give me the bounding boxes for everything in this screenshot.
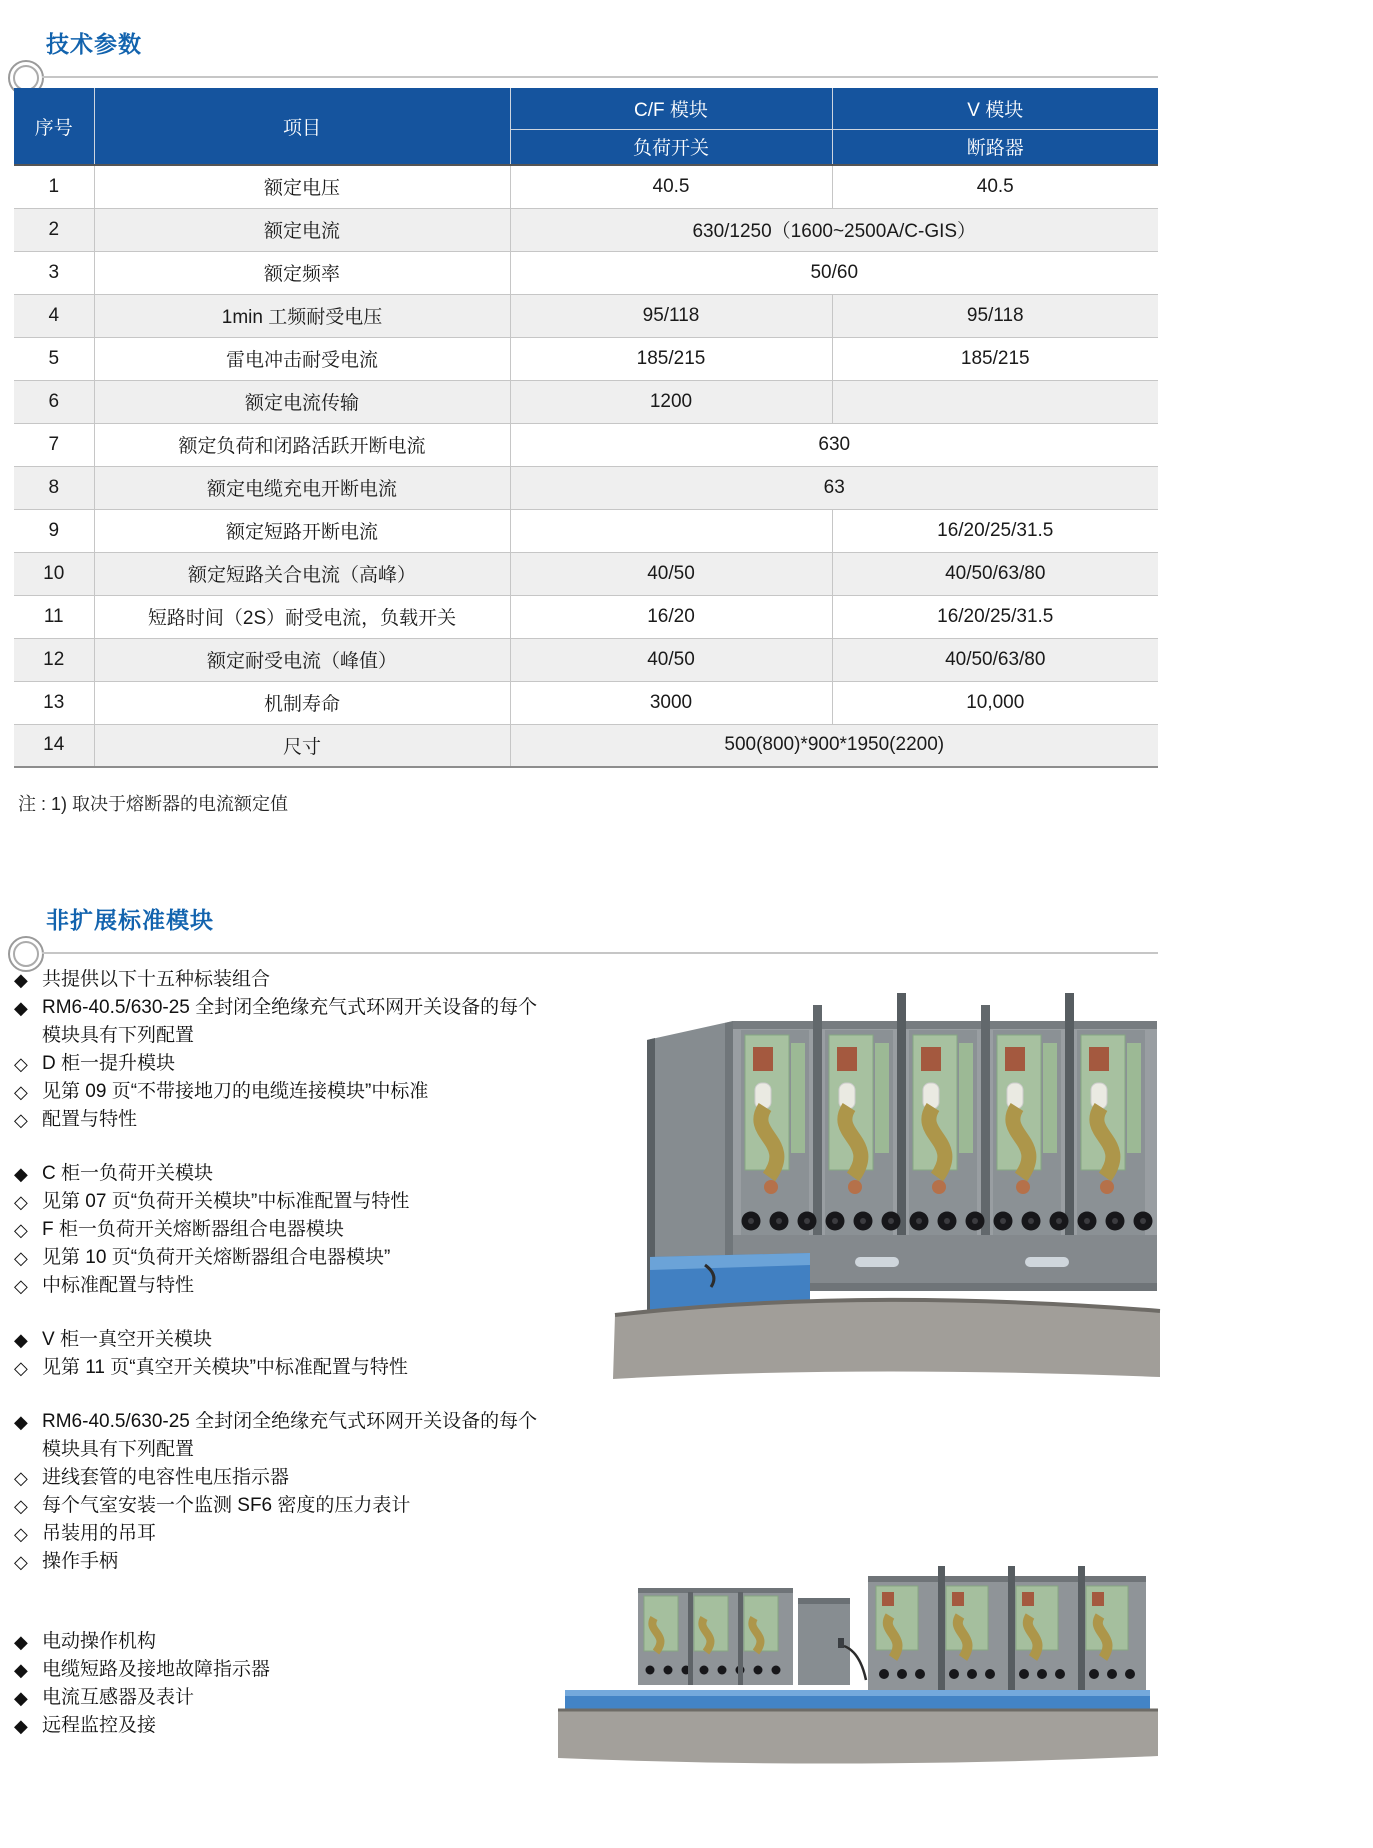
- section-title: 非扩展标准模块: [46, 907, 214, 933]
- filled-diamond-icon: ◆: [14, 1716, 28, 1736]
- header-rule: [42, 76, 1158, 78]
- bullet-item: [14, 1160, 556, 1188]
- bullet-item: [14, 1684, 556, 1712]
- bullet-text: D 柜一提升模块: [42, 1053, 176, 1074]
- bullet-text: 见第 07 页“负荷开关模块”中标准配置与特性: [42, 1191, 410, 1212]
- col-header-item: 项目: [94, 88, 510, 165]
- switchgear-assembly-illustration: [550, 1558, 1165, 1773]
- cell-row-number: 6: [14, 380, 94, 423]
- bullet-item: [14, 1326, 556, 1354]
- col-header-v-module: V 模块: [832, 88, 1158, 129]
- cell-v-value: 95/118: [832, 294, 1158, 337]
- bullet-text: 见第 11 页“真空开关模块”中标准配置与特性: [42, 1357, 408, 1378]
- bullet-item: [14, 1712, 556, 1740]
- hollow-diamond-icon: ◇: [14, 1220, 28, 1240]
- hollow-diamond-icon: ◇: [14, 1248, 28, 1268]
- bullet-item: [14, 1628, 556, 1656]
- filled-diamond-icon: ◆: [14, 1412, 28, 1432]
- cell-cf-value: 16/20: [510, 595, 832, 638]
- cell-row-number: 3: [14, 251, 94, 294]
- cell-item-name: 额定频率: [94, 251, 510, 294]
- filled-diamond-icon: ◆: [14, 1330, 28, 1350]
- col-subheader-breaker: 断路器: [832, 129, 1158, 165]
- bullet-text: RM6-40.5/630-25 全封闭全绝缘充气式环网开关设备的每个模块具有下列配置: [42, 997, 538, 1046]
- cell-v-value: 16/20/25/31.5: [832, 509, 1158, 552]
- bullet-text: 每个气室安装一个监测 SF6 密度的压力表计: [42, 1495, 411, 1516]
- cell-cf-value: [510, 509, 832, 552]
- bullet-group: [14, 1326, 556, 1382]
- col-header-no: 序号: [14, 88, 94, 165]
- bullet-text: 吊装用的吊耳: [42, 1523, 157, 1544]
- bullet-text: 电流互感器及表计: [42, 1687, 195, 1708]
- hollow-diamond-icon: ◇: [14, 1082, 28, 1102]
- cell-item-name: 额定电压: [94, 165, 510, 208]
- bullet-item: [14, 1188, 556, 1216]
- filled-diamond-icon: ◆: [14, 998, 28, 1018]
- bullet-item: [14, 1492, 556, 1520]
- section-title: 技术参数: [46, 31, 142, 57]
- bullet-item: [14, 1520, 556, 1548]
- filled-diamond-icon: ◆: [14, 1660, 28, 1680]
- col-header-cf-module: C/F 模块: [510, 88, 832, 129]
- bullet-group: [14, 1628, 556, 1740]
- cell-row-number: 10: [14, 552, 94, 595]
- table-row: [14, 552, 1158, 595]
- table-row: [14, 724, 1158, 767]
- table-row: [14, 294, 1158, 337]
- equipment-photo-2: [550, 1558, 1165, 1773]
- hollow-diamond-icon: ◇: [14, 1468, 28, 1488]
- cell-merged-value: 630: [510, 423, 1158, 466]
- bullet-item: [14, 1078, 556, 1106]
- cell-cf-value: 40/50: [510, 552, 832, 595]
- cell-merged-value: 63: [510, 466, 1158, 509]
- hollow-diamond-icon: ◇: [14, 1552, 28, 1572]
- filled-diamond-icon: ◆: [14, 970, 28, 990]
- cell-cf-value: 40/50: [510, 638, 832, 681]
- bullet-group: [14, 966, 556, 1134]
- hollow-diamond-icon: ◇: [14, 1054, 28, 1074]
- col-subheader-load-switch: 负荷开关: [510, 129, 832, 165]
- cell-v-value: 40/50/63/80: [832, 638, 1158, 681]
- bullet-item: [14, 1106, 556, 1134]
- table-row: [14, 208, 1158, 251]
- cell-item-name: 雷电冲击耐受电流: [94, 337, 510, 380]
- switchgear-internals-illustration: [555, 935, 1165, 1390]
- table-note: 注 : 1) 取决于熔断器的电流额定值: [18, 794, 289, 814]
- hollow-diamond-icon: ◇: [14, 1276, 28, 1296]
- bullet-item: [14, 1408, 556, 1464]
- bullet-text: 操作手柄: [42, 1551, 119, 1572]
- equipment-photo-1: [555, 935, 1165, 1390]
- bullet-list: [14, 966, 556, 1740]
- filled-diamond-icon: ◆: [14, 1632, 28, 1652]
- cell-row-number: 7: [14, 423, 94, 466]
- bullet-group: [14, 1160, 556, 1300]
- bullet-text: RM6-40.5/630-25 全封闭全绝缘充气式环网开关设备的每个模块具有下列配置: [42, 1411, 538, 1460]
- table-row: [14, 681, 1158, 724]
- hollow-diamond-icon: ◇: [14, 1524, 28, 1544]
- cell-cf-value: 3000: [510, 681, 832, 724]
- bullet-text: 配置与特性: [42, 1109, 138, 1130]
- cell-row-number: 5: [14, 337, 94, 380]
- cell-row-number: 8: [14, 466, 94, 509]
- bullet-item: [14, 1656, 556, 1684]
- cell-cf-value: 95/118: [510, 294, 832, 337]
- cell-row-number: 14: [14, 724, 94, 767]
- cell-row-number: 13: [14, 681, 94, 724]
- bullet-group: [14, 1408, 556, 1576]
- cell-item-name: 额定耐受电流（峰值）: [94, 638, 510, 681]
- cell-merged-value: 630/1250（1600~2500A/C-GIS）: [510, 208, 1158, 251]
- table-row: [14, 251, 1158, 294]
- table-row: [14, 595, 1158, 638]
- cell-v-value: [832, 380, 1158, 423]
- bullet-text: C 柜一负荷开关模块: [42, 1163, 214, 1184]
- bullet-text: 进线套管的电容性电压指示器: [42, 1467, 290, 1488]
- cell-item-name: 额定短路开断电流: [94, 509, 510, 552]
- cell-item-name: 机制寿命: [94, 681, 510, 724]
- cell-item-name: 尺寸: [94, 724, 510, 767]
- cell-row-number: 11: [14, 595, 94, 638]
- bullet-text: 见第 09 页“不带接地刀的电缆连接模块”中标准: [42, 1081, 429, 1102]
- cell-row-number: 12: [14, 638, 94, 681]
- bullet-text: 共提供以下十五种标装组合: [42, 969, 271, 990]
- cell-cf-value: 1200: [510, 380, 832, 423]
- cell-item-name: 1min 工频耐受电压: [94, 294, 510, 337]
- cell-v-value: 40.5: [832, 165, 1158, 208]
- bullet-item: [14, 1050, 556, 1078]
- cell-cf-value: 185/215: [510, 337, 832, 380]
- filled-diamond-icon: ◆: [14, 1164, 28, 1184]
- cell-item-name: 额定电缆充电开断电流: [94, 466, 510, 509]
- bullet-item: [14, 1244, 556, 1272]
- bullet-item: [14, 1354, 556, 1382]
- table-row: [14, 466, 1158, 509]
- cell-merged-value: 500(800)*900*1950(2200): [510, 724, 1158, 767]
- cell-row-number: 2: [14, 208, 94, 251]
- cell-cf-value: 40.5: [510, 165, 832, 208]
- hollow-diamond-icon: ◇: [14, 1110, 28, 1130]
- bullet-text: 电动操作机构: [42, 1631, 157, 1652]
- cell-v-value: 185/215: [832, 337, 1158, 380]
- cell-merged-value: 50/60: [510, 251, 1158, 294]
- filled-diamond-icon: ◆: [14, 1688, 28, 1708]
- table-row: [14, 638, 1158, 681]
- cell-row-number: 4: [14, 294, 94, 337]
- table-row: [14, 423, 1158, 466]
- hollow-diamond-icon: ◇: [14, 1496, 28, 1516]
- table-row: [14, 165, 1158, 208]
- bullet-text: 见第 10 页“负荷开关熔断器组合电器模块”: [42, 1247, 391, 1268]
- cell-item-name: 额定电流: [94, 208, 510, 251]
- spec-table-body: [14, 165, 1158, 767]
- spec-table: [14, 88, 1158, 768]
- table-row: [14, 337, 1158, 380]
- spec-table-container: [14, 88, 1158, 768]
- bullet-item: [14, 966, 556, 994]
- bullet-text: 中标准配置与特性: [42, 1275, 195, 1296]
- cell-item-name: 额定短路关合电流（高峰）: [94, 552, 510, 595]
- cell-item-name: 额定电流传输: [94, 380, 510, 423]
- hollow-diamond-icon: ◇: [14, 1358, 28, 1378]
- cell-item-name: 短路时间（2S）耐受电流，负载开关: [94, 595, 510, 638]
- cell-v-value: 10,000: [832, 681, 1158, 724]
- bullet-text: 电缆短路及接地故障指示器: [42, 1659, 271, 1680]
- table-row: [14, 509, 1158, 552]
- cell-row-number: 9: [14, 509, 94, 552]
- cell-row-number: 1: [14, 165, 94, 208]
- bullet-text: V 柜一真空开关模块: [42, 1329, 212, 1350]
- bullet-item: [14, 1464, 556, 1492]
- cell-item-name: 额定负荷和闭路活跃开断电流: [94, 423, 510, 466]
- cell-v-value: 16/20/25/31.5: [832, 595, 1158, 638]
- hollow-diamond-icon: ◇: [14, 1192, 28, 1212]
- bullet-item: [14, 1272, 556, 1300]
- bullet-text: 远程监控及接: [42, 1715, 157, 1736]
- bullet-item: [14, 1216, 556, 1244]
- table-row: [14, 380, 1158, 423]
- cell-v-value: 40/50/63/80: [832, 552, 1158, 595]
- bullet-item: [14, 994, 556, 1050]
- bullet-item: [14, 1548, 556, 1576]
- bullet-text: F 柜一负荷开关熔断器组合电器模块: [42, 1219, 344, 1240]
